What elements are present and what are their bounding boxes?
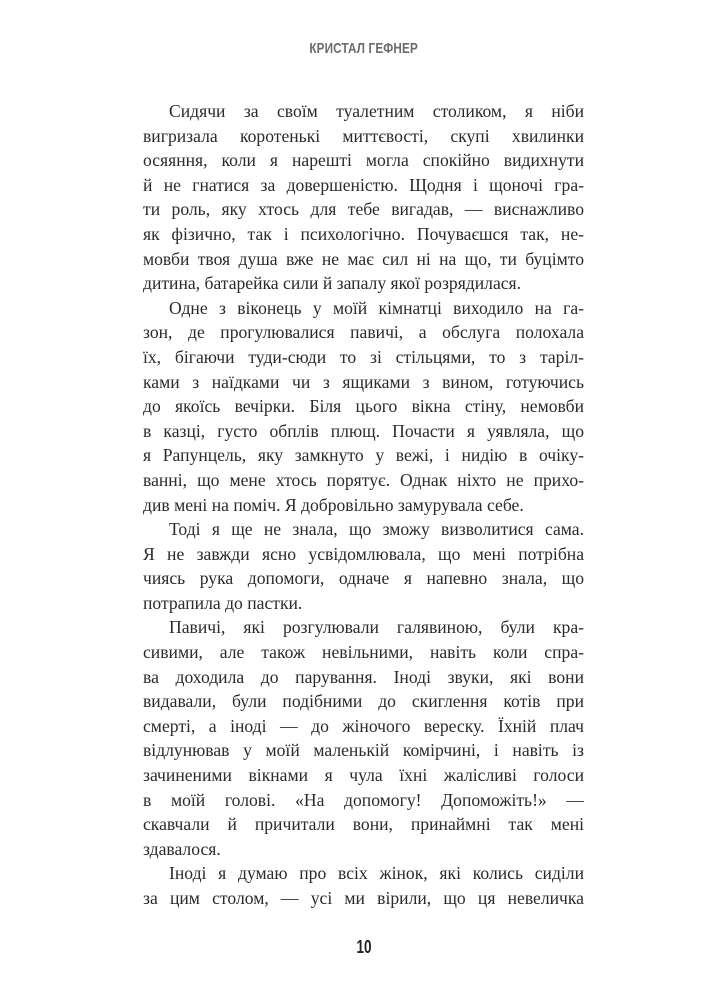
paragraph	[143, 99, 584, 296]
text-line: й не гнатися за довершеністю. Щодня і щоночі гра-	[143, 174, 584, 195]
text-line: їх, бігаючи туди-сюди то зі стільцями, то з таріл-	[143, 346, 584, 367]
text-line: відлунював у моїй маленькій комірчині, і навіть із	[143, 740, 584, 761]
paragraph	[143, 296, 584, 517]
text-line: ванні, що мене хтось порятує. Однак ніхто не прихо-	[143, 469, 584, 490]
text-line: здавалося.	[143, 838, 221, 859]
text-line: ти роль, яку хтось для тебе вигадав, — виснажливо	[143, 199, 584, 220]
text-line: в казці, густо обплів плющ. Почасти я уявляла, що	[143, 420, 584, 441]
text-line: Іноді я думаю про всіх жінок, які колись сиділи	[169, 863, 584, 884]
text-line: сивими, але також невільними, навіть коли спра-	[143, 642, 584, 663]
text-line: вигризала коротенькі миттєвості, скупі хвилинки	[143, 125, 584, 146]
text-line: див мені на поміч. Я добровільно замурувала себе.	[143, 494, 524, 515]
text-line: як фізично, так і психологічно. Почуваєшся так, не-	[143, 223, 584, 244]
text-line: мовби твоя душа вже не має сил ні на що, ти буцімто	[143, 248, 584, 269]
text-line: видавали, були подібними до скиглення котів при	[143, 691, 584, 712]
text-line: дитина, батарейка сили й запалу якої розрядилася.	[143, 273, 522, 294]
paragraph	[143, 861, 584, 910]
text-line: за цим столом, — усі ми вірили, що ця невеличка	[143, 888, 584, 908]
text-line: зон, де прогулювалися павичі, а обслуга полохала	[143, 322, 584, 343]
page-footer	[0, 937, 728, 958]
page-number: 10	[356, 937, 372, 957]
text-line: ва доходила до парування. Іноді звуки, які вони	[143, 666, 584, 687]
text-line: Тоді я ще не знала, що зможу визволитися сама.	[169, 519, 584, 540]
text-line: Я не завжди ясно усвідомлювала, що мені потрібна	[143, 543, 584, 564]
text-line: потрапила до пастки.	[143, 592, 303, 613]
text-line: смерті, а іноді — до жіночого вереску. Їхній плач	[143, 715, 584, 736]
body-text	[143, 99, 584, 911]
text-line: зачиненими вікнами я чула їхні жалісливі голоси	[143, 765, 584, 786]
text-line: до якоїсь вечірки. Біля цього вікна стіну, немовби	[143, 396, 584, 417]
paragraph	[143, 615, 584, 861]
text-line: Одне з віконець у моїй кімнатці виходило на га-	[169, 297, 584, 318]
paragraph	[143, 517, 584, 615]
text-line: Павичі, які розгулювали галявиною, були кра-	[169, 617, 584, 638]
text-line: скавчали й причитали вони, принаймні так мені	[143, 814, 584, 835]
text-line: Сидячи за своїм туалетним столиком, я ніби	[169, 101, 584, 121]
author-name: КРИСТАЛ ГЕФНЕР	[309, 40, 419, 57]
text-line: осяяння, коли я нарешті могла спокійно видихнути	[143, 150, 584, 171]
text-line: я Рапунцель, яку замкнуто у вежі, і нидію в очіку-	[143, 445, 584, 466]
text-line: ками з наїдками чи з ящиками з вином, готуючись	[143, 371, 584, 392]
running-head	[0, 40, 728, 57]
text-line: в моїй голові. «На допомогу! Допоможіть!» —	[143, 789, 584, 810]
text-line: чиясь рука допомоги, одначе я напевно знала, що	[143, 568, 584, 589]
